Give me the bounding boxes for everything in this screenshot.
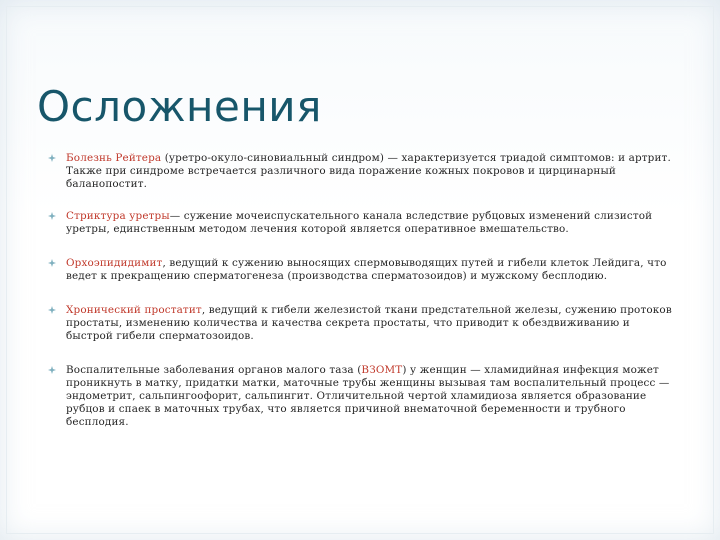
- bullet-item-prostatitis: [48, 304, 678, 343]
- four-point-star-bullet-icon: [48, 154, 56, 162]
- bullet-term: Хронический простатит: [66, 304, 202, 316]
- bullet-term: Стриктура уретры: [66, 210, 170, 222]
- bullet-item-reiter: [48, 152, 678, 191]
- bullet-item-pid: [48, 364, 678, 429]
- bullet-term: Орхоэпидидимит: [66, 257, 163, 269]
- bullet-text: — сужение мочеиспускательного канала вследствие рубцовых изменений слизистой уретры, единственным методом лечения которой является оперативное вмешательство.: [66, 210, 653, 235]
- bullet-text: (уретро-окуло-синовиальный синдром) — характеризуется триадой симптомов: и артрит. Также при синдроме встречается различного вида поражение кожных покровов и цирцинарный баланопостит.: [66, 152, 671, 190]
- bullet-term: Болезнь Рейтера: [66, 152, 162, 164]
- four-point-star-bullet-icon: [48, 306, 56, 314]
- four-point-star-bullet-icon: [48, 366, 56, 374]
- bullet-term: ВЗОМТ: [361, 364, 403, 376]
- bullet-text: , ведущий к гибели железистой ткани предстательной железы, сужению протоков простаты, изменению количества и качества секрета простаты, что приводит к обездвиживанию и быстрой гибели сперматозоидов.: [66, 304, 672, 342]
- four-point-star-bullet-icon: [48, 259, 56, 267]
- bullet-item-orchiepididymitis: [48, 257, 678, 283]
- bullet-text: , ведущий к сужению выносящих спермовыводящих путей и гибели клеток Лейдига, что ведет к прекращению сперматогенеза (производства сперматозоидов) и мужскому бесплодию.: [66, 257, 667, 282]
- bullet-item-stricture: [48, 210, 678, 236]
- four-point-star-bullet-icon: [48, 212, 56, 220]
- bullet-list: [48, 152, 678, 429]
- slide-title: Осложнения: [37, 82, 322, 131]
- bullet-text-before: Воспалительные заболевания органов малого таза (: [66, 364, 362, 376]
- bullet-text: ) у женщин — хламидийная инфекция может проникнуть в матку, придатки матки, маточные трубы женщины вызывая там воспалительный процесс — эндометрит, сальпингоофорит, сальпингит. Отличительной чертой хламидиоза является образование рубцов и спаек в маточных трубах, что является причиной внематочной беременности и трубного бесплодия.: [66, 364, 670, 428]
